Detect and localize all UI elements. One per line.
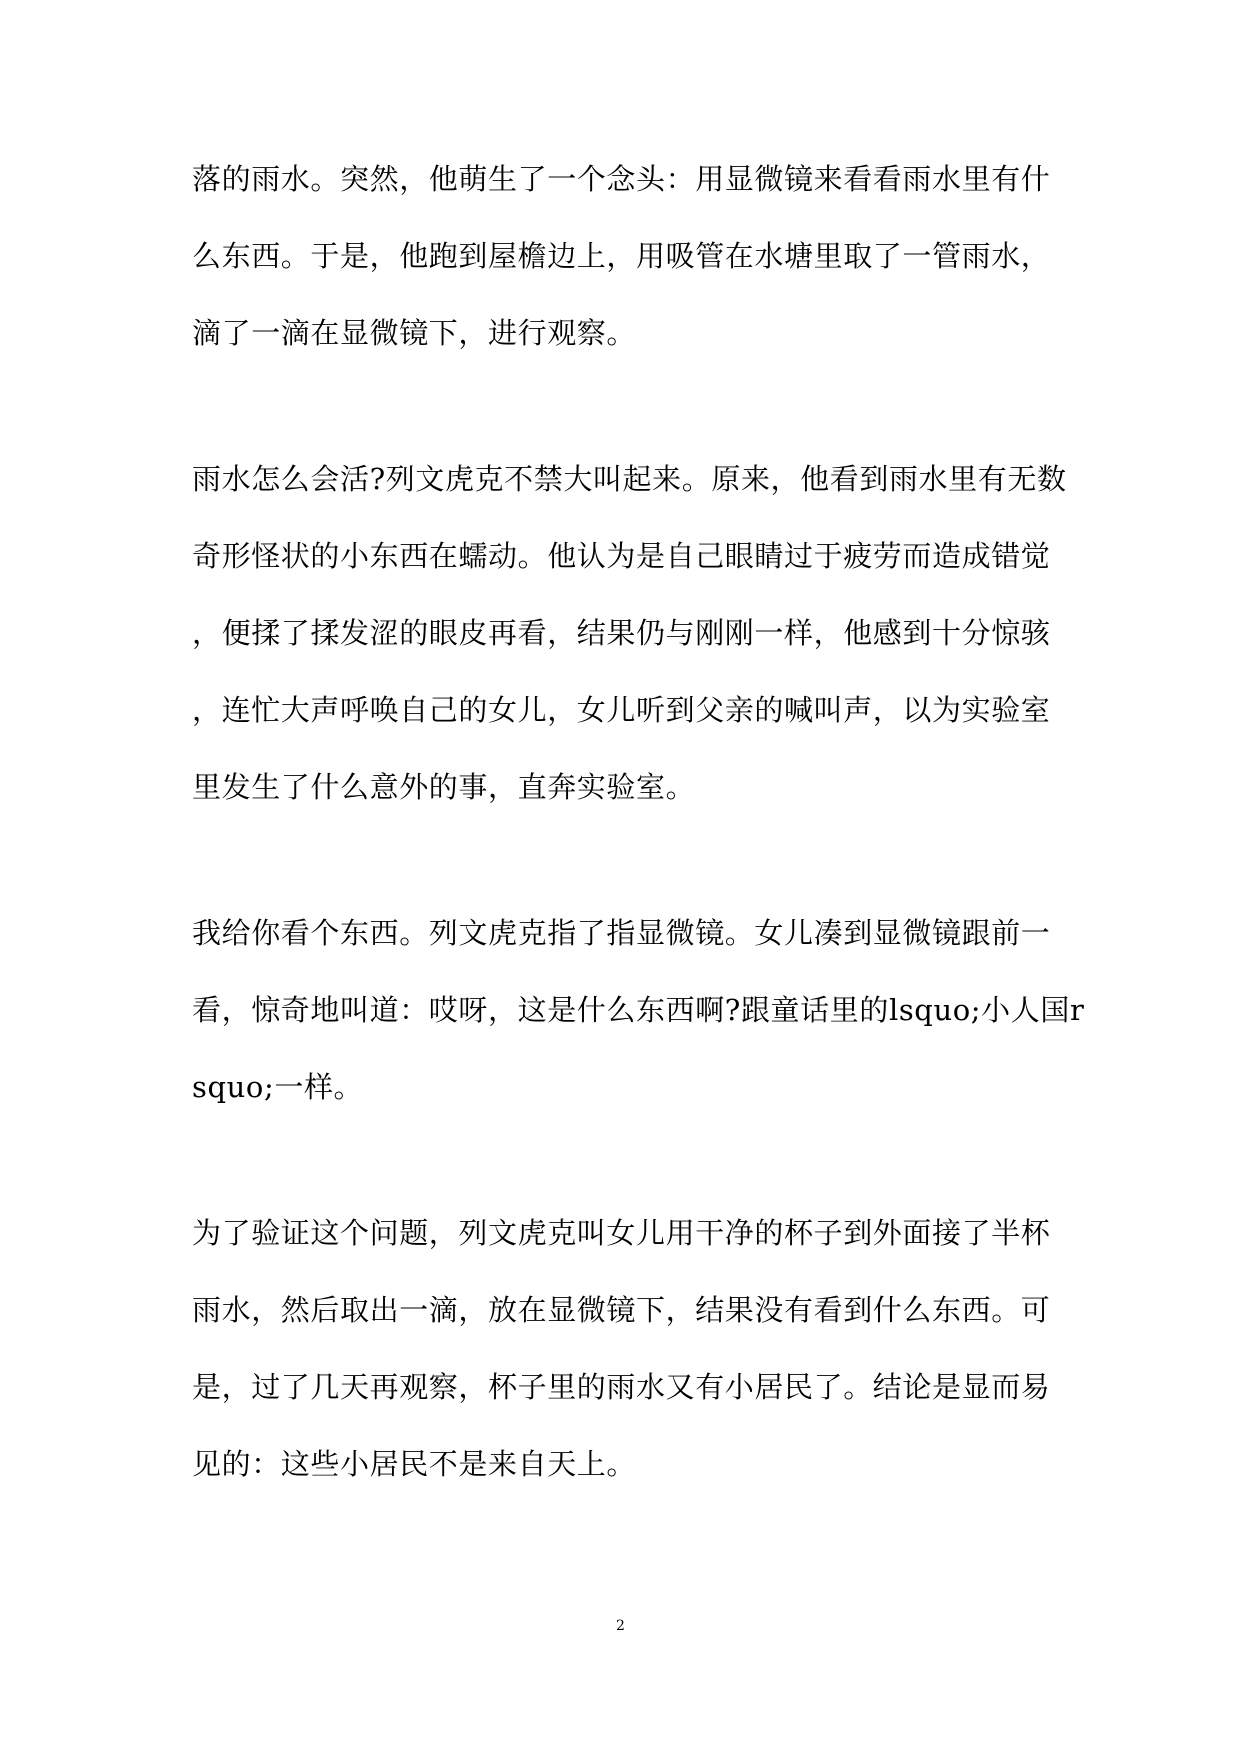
paragraph-2-line-4: ，连忙大声呼唤自己的女儿，女儿听到父亲的喊叫声，以为实验室 [192,693,1051,727]
paragraph-1-line-1: 落的雨水。突然，他萌生了一个念头：用显微镜来看看雨水里有什 [192,162,1051,196]
paragraph-2-line-1: 雨水怎么会活?列文虎克不禁大叫起来。原来，他看到雨水里有无数 [192,462,1067,496]
paragraph-4-line-4: 见的：这些小居民不是来自天上。 [192,1447,637,1481]
paragraph-1-line-3: 滴了一滴在显微镜下，进行观察。 [192,316,637,350]
paragraph-4-line-2: 雨水，然后取出一滴，放在显微镜下，结果没有看到什么东西。可 [192,1293,1051,1327]
paragraph-2-line-3: ，便揉了揉发涩的眼皮再看，结果仍与刚刚一样，他感到十分惊骇 [192,616,1051,650]
paragraph-3-line-3: squo;一样。 [192,1070,364,1104]
paragraph-4-line-1: 为了验证这个问题，列文虎克叫女儿用干净的杯子到外面接了半杯 [192,1216,1051,1250]
paragraph-1-line-2: 么东西。于是，他跑到屋檐边上，用吸管在水塘里取了一管雨水， [192,239,1051,273]
paragraph-3-line-1: 我给你看个东西。列文虎克指了指显微镜。女儿凑到显微镜跟前一 [192,916,1051,950]
page-number: 2 [616,1618,625,1634]
paragraph-3-line-2: 看，惊奇地叫道：哎呀，这是什么东西啊?跟童话里的lsquo;小人国r [192,993,1085,1027]
paragraph-4-line-3: 是，过了几天再观察，杯子里的雨水又有小居民了。结论是显而易 [192,1370,1051,1404]
paragraph-2-line-5: 里发生了什么意外的事，直奔实验室。 [192,770,696,804]
paragraph-2-line-2: 奇形怪状的小东西在蠕动。他认为是自己眼睛过于疲劳而造成错觉 [192,539,1051,573]
